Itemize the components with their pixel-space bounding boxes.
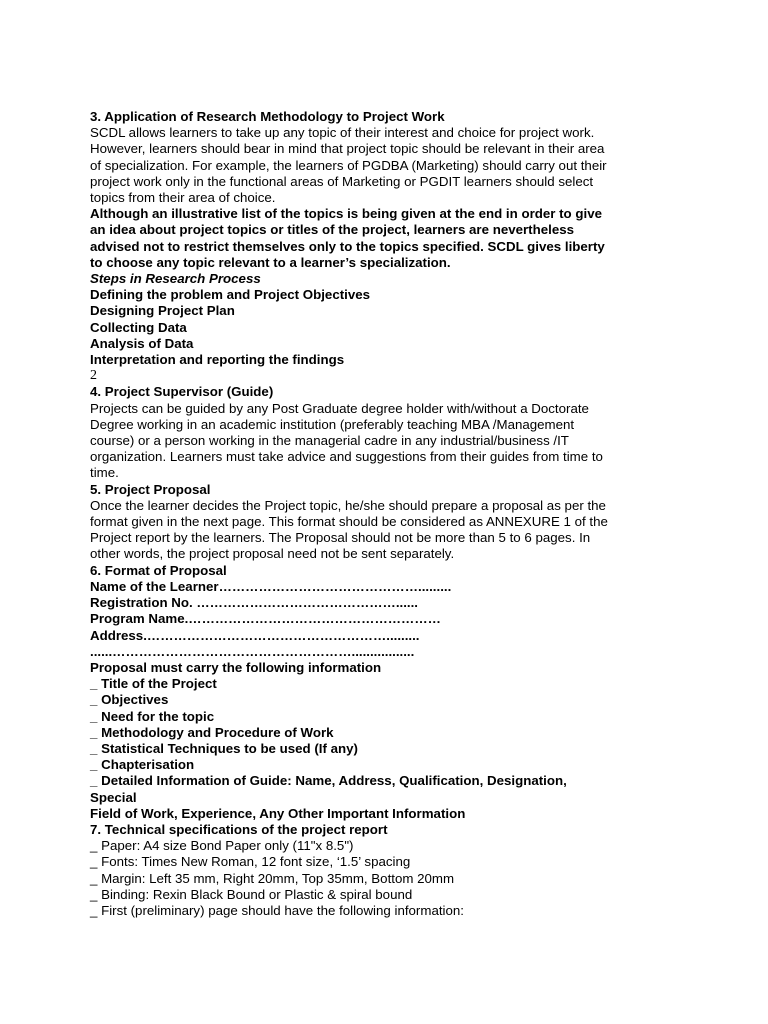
text-line: However, learners should bear in mind that project topic should be relevant in their area <box>90 141 605 157</box>
text-line: _ Detailed Information of Guide: Name, Address, Qualification, Designation, <box>90 773 567 789</box>
text-line: Address.………………………………………………......... <box>90 627 420 643</box>
text-line: _ Title of the Project <box>90 676 217 692</box>
text-line: 2 <box>90 368 97 384</box>
document-page <box>90 109 650 919</box>
text-line: SCDL allows learners to take up any topic of their interest and choice for project work. <box>90 125 595 141</box>
text-line: Program Name.………………………………………………… <box>90 611 441 627</box>
text-line: _ Paper: A4 size Bond Paper only (11"x 8.5") <box>90 838 354 854</box>
text-line: other words, the project proposal need not be sent separately. <box>90 546 455 562</box>
text-line: course) or a person working in the managerial cadre in any industrial/business /IT <box>90 433 569 449</box>
text-line: _ Objectives <box>90 692 169 708</box>
text-line: _ Fonts: Times New Roman, 12 font size, ‘1.5’ spacing <box>90 854 411 870</box>
text-line: Special <box>90 789 137 805</box>
text-line: _ Binding: Rexin Black Bound or Plastic & spiral bound <box>90 886 413 902</box>
text-line: an idea about project topics or titles of the project, learners are nevertheless <box>90 222 575 238</box>
text-line: Collecting Data <box>90 319 187 335</box>
text-line: Steps in Research Process <box>90 271 261 287</box>
text-line: ......………………………………………………................. <box>90 643 415 659</box>
text-line: topics from their area of choice. <box>90 190 276 206</box>
text-line: Name of the Learner………………………………………......... <box>90 578 452 594</box>
text-line: Projects can be guided by any Post Graduate degree holder with/without a Doctorate <box>90 400 589 416</box>
text-line: 3. Application of Research Methodology to Project Work <box>90 109 445 124</box>
text-line: time. <box>90 465 119 481</box>
text-line: Interpretation and reporting the findings <box>90 352 345 368</box>
text-line: _ Margin: Left 35 mm, Right 20mm, Top 35mm, Bottom 20mm <box>90 870 455 886</box>
text-line: Registration No. ………………………………………...... <box>90 595 419 611</box>
text-line: 7. Technical specifications of the project report <box>90 821 388 837</box>
text-line: _ First (preliminary) page should have the following information: <box>90 902 464 918</box>
text-line: Project report by the learners. The Proposal should not be more than 5 to 6 pages. In <box>90 530 591 546</box>
text-line: advised not to restrict themselves only to the topics specified. SCDL gives liberty <box>90 238 605 254</box>
text-line: _ Methodology and Procedure of Work <box>90 724 334 740</box>
text-line: 5. Project Proposal <box>90 481 211 497</box>
text-line: 6. Format of Proposal <box>90 562 227 578</box>
text-line: Designing Project Plan <box>90 303 235 319</box>
text-line: Once the learner decides the Project topic, he/she should prepare a proposal as per the <box>90 497 606 513</box>
text-line: _ Chapterisation <box>90 757 195 773</box>
text-line: project work only in the functional areas of Marketing or PGDIT learners should select <box>90 173 594 189</box>
text-line: organization. Learners must take advice and suggestions from their guides from time to <box>90 449 603 465</box>
text-line: format given in the next page. This format should be considered as ANNEXURE 1 of the <box>90 514 608 530</box>
text-line: _ Statistical Techniques to be used (If any) <box>90 740 358 756</box>
text-line: Degree working in an academic institution (preferably teaching MBA /Management <box>90 416 575 432</box>
text-line: Proposal must carry the following information <box>90 659 382 675</box>
text-line: of specialization. For example, the learners of PGDBA (Marketing) should carry out their <box>90 157 607 173</box>
text-line: Defining the problem and Project Objectives <box>90 287 371 303</box>
text-line: Analysis of Data <box>90 335 194 351</box>
text-line: _ Need for the topic <box>90 708 215 724</box>
text-line: to choose any topic relevant to a learner’s specialization. <box>90 254 451 270</box>
text-line: Although an illustrative list of the topics is being given at the end in order to give <box>90 206 602 222</box>
text-line: 4. Project Supervisor (Guide) <box>90 384 274 400</box>
text-line: Field of Work, Experience, Any Other Important Information <box>90 805 466 821</box>
